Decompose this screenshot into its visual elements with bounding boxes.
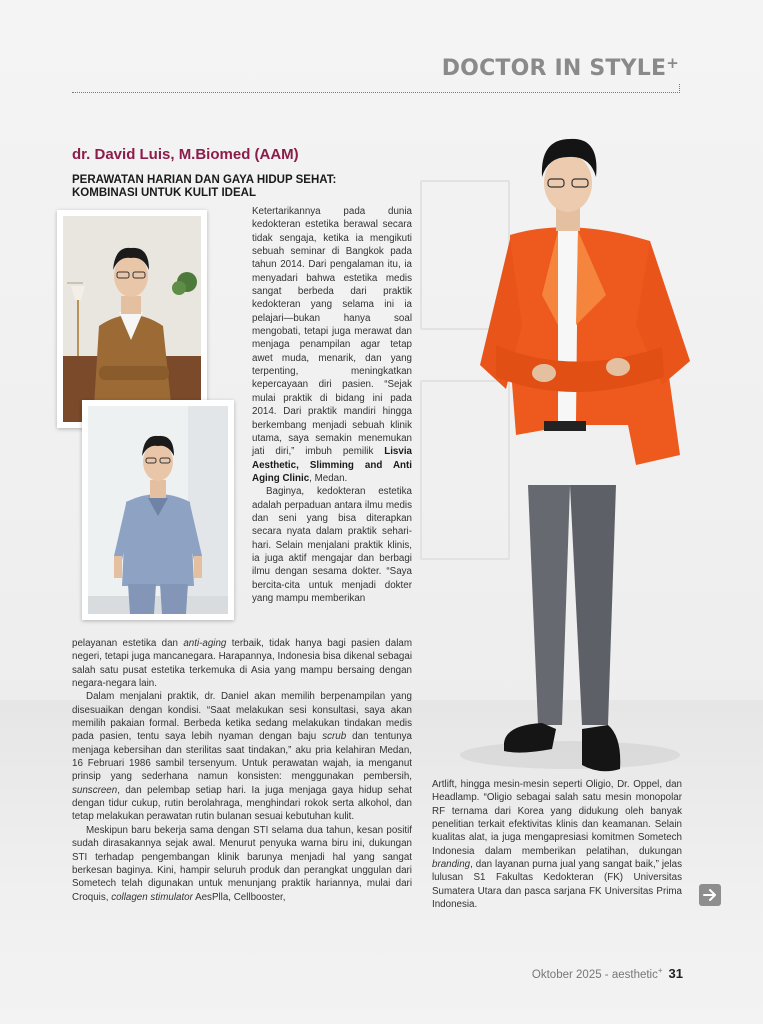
photo-cardigan-image: [63, 216, 201, 422]
photo-scrubs: [82, 400, 234, 620]
photo-scrubs-image: [88, 406, 228, 614]
paragraph-2: Baginya, kedokteran estetika adalah perpaduan antara ilmu medis dan seni yang bisa diterapkan secara nyata dalam praktik sehari-hari. Selain menjalani praktik klinis, ia juga aktif mengajar dan berbagi ilmu dengan sesama dokter. “Saya bercita-cita untuk menjadi dokter yang mampu memberikan: [252, 486, 412, 604]
article-column-3: [432, 778, 682, 911]
paragraph-4: Meskipun baru bekerja sama dengan STI selama dua tahun, kesan positif sudah dirasakannya sejak awal. Menurut penyuka warna biru ini, dukungan STI terhadap pengembangan klinik barunya menjadi hal yang sangat berkesan baginya. Kini, hampir seluruh produk dan perangkat unggulan dari Sometech telah digunakan untuk menunjang praktik hariannya, mulai dari Croquis, collagen stimulator AesPlla, Cellbooster,: [72, 824, 412, 903]
arrow-right-icon: [699, 884, 721, 906]
headline-line-1: PERAWATAN HARIAN DAN GAYA HIDUP SEHAT:: [72, 174, 337, 186]
headline-line-2: KOMBINASI UNTUK KULIT IDEAL: [72, 187, 256, 199]
article-column-2: [72, 637, 412, 904]
wall-panel: [0, 0, 500, 1]
article-headline: [72, 174, 372, 200]
section-title: [442, 56, 679, 81]
page-number: 31: [668, 966, 683, 981]
paragraph-1: Ketertarikannya pada dunia kedokteran estetika berawal secara tidak sengaja, ketika ia mengikuti sebuah seminar di Bangkok pada tahun 2014. Dari pengalaman itu, ia menyadari bahwa estetika medis sangat berbeda dari praktik kedokteran yang selama ini ia pelajari—bukan hanya soal mengobati, tetapi juga merawat dan menjaga penampilan agar tetap awet muda, menarik, dan yang terpenting, meningkatkan kepercayaan diri pasien. “Sejak mulai praktik di bidang ini pada 2014. Dari praktik mandiri hingga berkembang menjadi sebuah klinik utama, saya semakin menemukan jati diri,” imbuh pemilik Lisvia Aesthetic, Slimming and Anti Aging Clinic, Medan.: [252, 206, 412, 484]
section-title-text: DOCTOR IN STYLE: [441, 56, 667, 81]
section-title-plus: +: [666, 54, 679, 72]
paragraph-4-cont: Artlift, hingga mesin-mesin seperti Oligio, Dr. Oppel, dan Headlamp. “Oligio sebagai salah satu mesin monopolar RF ternama dari Korea yang didukung oleh banyak penelitian terkait efektivitas klinis dan keamanan. Selain kualitas alat, ia juga mengapresiasi komitmen Sometech Indonesia dalam memberikan pelatihan, dukungan branding, dan layanan purna jual yang sangat baik,” jelas lulusan S1 Fakultas Kedokteran (FK) Universitas Sumatera Utara dan pasca sarjana FK Universitas Prima Indonesia.: [432, 779, 682, 911]
paragraph-3: Dalam menjalani praktik, dr. Daniel akan memilih berpenampilan yang disesuaikan dengan kondisi. “Saat melakukan sesi konsultasi, saya akan memilih pakaian formal. Berbeda ketika sedang melakukan tindakan medis pada pasien, tentu saya lebih nyaman dengan baju scrub dan tentunya menjaga kebersihan dan sterilitas saat tindakan,” aku pria kelahiran Medan, 16 Februari 1986 sambil tersenyum. Untuk perawatan wajah, ia menganut prinsip yang sederhana namun konsisten: menggunakan pembersih, sunscreen, dan pelembap setiap hari. Ia juga menjaga gaya hidup sehat dengan tidur cukup, rutin berolahraga, menghindari rokok serta alkohol, dan tetap melakukan perawatan rutin bulanan sesuai kebutuhan kulit.: [72, 691, 412, 823]
paragraph-2-cont: pelayanan estetika dan anti-aging terbaik, tidak hanya bagi pasien dalam negeri, tetapi juga mancanegara. Harapannya, Indonesia bisa dikenal sebagai salah satu pusat estetika terkemuka di Asia yang mampu bersaing dengan negara-negara lain.: [72, 638, 412, 690]
next-page-button[interactable]: [699, 884, 721, 906]
article-column-1: [252, 205, 412, 605]
photo-cardigan: [57, 210, 207, 428]
issue-plus: +: [657, 966, 663, 975]
doctor-name: dr. David Luis, M.Biomed (AAM): [72, 146, 299, 163]
clinic-name: Lisvia Aesthetic, Slimming and Anti Aging Clinic: [252, 446, 412, 484]
issue-label: Oktober 2025 - aesthetic: [531, 969, 658, 981]
photo-orange-blazer: [440, 125, 700, 785]
page-footer: [532, 966, 683, 981]
header-rule-end: [679, 84, 680, 93]
header-rule: [72, 92, 680, 93]
